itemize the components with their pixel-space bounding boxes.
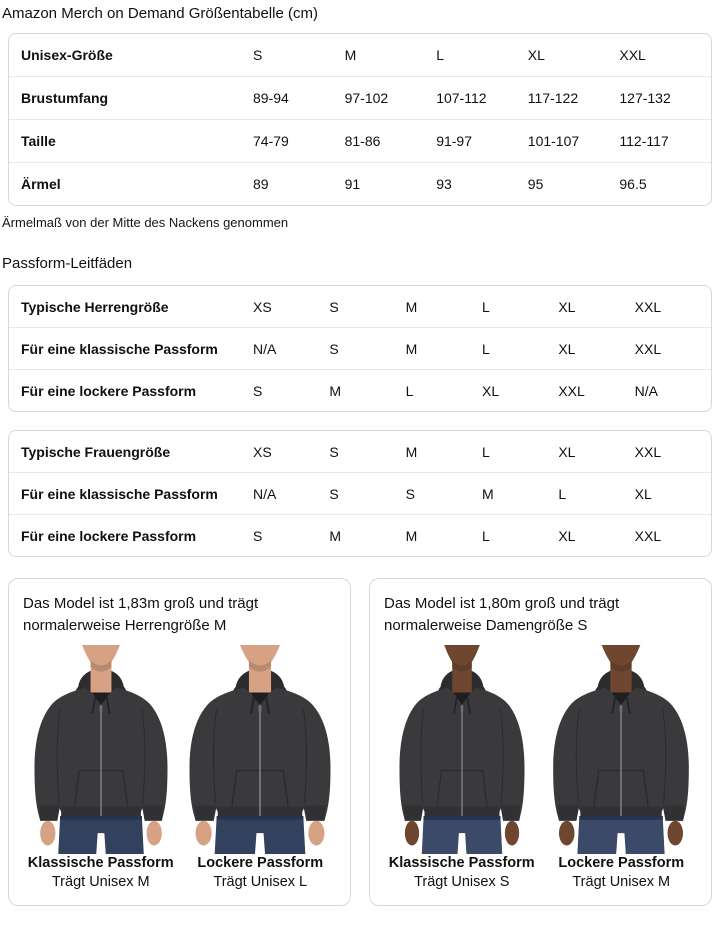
size-cell: L xyxy=(482,514,558,556)
size-cell: XL xyxy=(558,443,576,460)
fit-guides-heading: Passform-Leitfäden xyxy=(2,255,133,272)
size-cell: 97-102 xyxy=(345,76,437,119)
model-description: Das Model ist 1,83m groß und trägt normalerweise Herrengröße M xyxy=(23,595,259,634)
worn-size-label: Trägt Unisex M xyxy=(572,874,671,891)
table-row xyxy=(9,472,711,514)
table-row xyxy=(9,162,711,205)
size-cell: M xyxy=(405,298,418,315)
size-cell: S xyxy=(329,327,405,369)
size-cell: XXL xyxy=(634,443,662,460)
worn-size-label: Trägt Unisex L xyxy=(213,874,308,891)
row-label: Typische Frauengröße xyxy=(21,443,171,460)
size-cell: S xyxy=(253,47,263,63)
size-cell: 91-97 xyxy=(436,119,528,162)
female-loose-fit-model xyxy=(542,645,702,893)
mens-fit-table xyxy=(8,285,712,412)
male-model-card xyxy=(8,578,351,906)
model-cards xyxy=(8,578,712,906)
row-label: Taille xyxy=(9,119,253,162)
female-classic-model-photo xyxy=(386,645,538,854)
row-label: Unisex-Größe xyxy=(21,47,113,63)
row-label: Typische Herrengröße xyxy=(21,298,169,315)
size-cell: 96.5 xyxy=(619,162,711,205)
size-cell: M xyxy=(344,47,357,63)
size-cell: S xyxy=(406,472,482,514)
size-cell: S xyxy=(329,472,405,514)
size-cell: XXL xyxy=(635,514,711,556)
fit-label: Lockere Passform xyxy=(558,854,685,871)
female-loose-model-photo xyxy=(545,645,697,854)
size-cell: L xyxy=(482,327,558,369)
size-cell: L xyxy=(481,443,490,460)
size-cell: XXL xyxy=(619,47,646,63)
size-cell: 81-86 xyxy=(345,119,437,162)
size-cell: M xyxy=(406,514,482,556)
male-loose-fit-model xyxy=(181,645,341,893)
table-row xyxy=(9,327,711,369)
size-cell: 91 xyxy=(345,162,437,205)
size-cell: XXL xyxy=(635,327,711,369)
size-cell: S xyxy=(253,369,329,411)
fit-label: Lockere Passform xyxy=(197,854,324,871)
table-row xyxy=(9,514,711,556)
size-cell: L xyxy=(406,369,482,411)
size-cell: L xyxy=(436,47,444,63)
womens-fit-table xyxy=(8,430,712,557)
table-row xyxy=(9,431,711,472)
male-classic-fit-model xyxy=(21,645,181,893)
model-description: Das Model ist 1,80m groß und trägt normalerweise Damengröße S xyxy=(384,595,620,634)
size-cell: 101-107 xyxy=(528,119,620,162)
size-cell: M xyxy=(482,472,558,514)
size-cell: L xyxy=(481,298,490,315)
size-cell: XL xyxy=(558,514,634,556)
size-cell: XXL xyxy=(558,369,634,411)
size-cell: N/A xyxy=(635,369,711,411)
size-cell: 89-94 xyxy=(253,76,345,119)
size-cell: M xyxy=(329,369,405,411)
size-cell: XS xyxy=(253,298,272,315)
row-label: Für eine lockere Passform xyxy=(9,514,253,556)
size-cell: S xyxy=(253,514,329,556)
size-cell: L xyxy=(558,472,634,514)
size-cell: 127-132 xyxy=(619,76,711,119)
sleeve-measure-note: Ärmelmaß von der Mitte des Nackens genommen xyxy=(2,215,289,230)
row-label: Ärmel xyxy=(9,162,253,205)
row-label: Für eine lockere Passform xyxy=(9,369,253,411)
size-cell: M xyxy=(329,514,405,556)
size-cell: 93 xyxy=(436,162,528,205)
worn-size-label: Trägt Unisex M xyxy=(51,874,150,891)
size-cell: 89 xyxy=(253,162,345,205)
male-classic-model-photo xyxy=(25,645,177,854)
size-cell: M xyxy=(405,443,418,460)
size-cell: XXL xyxy=(634,298,662,315)
size-cell: M xyxy=(406,327,482,369)
size-cell: N/A xyxy=(253,327,329,369)
table-row xyxy=(9,34,711,76)
size-cell: XL xyxy=(635,472,711,514)
worn-size-label: Trägt Unisex S xyxy=(414,874,510,891)
page-title: Amazon Merch on Demand Größentabelle (cm) xyxy=(2,5,318,22)
size-cell: 107-112 xyxy=(436,76,528,119)
size-cell: XL xyxy=(558,327,634,369)
size-cell: XL xyxy=(527,47,545,63)
size-cell: S xyxy=(329,298,339,315)
size-cell: S xyxy=(329,443,339,460)
size-cell: XS xyxy=(253,443,272,460)
measurement-table xyxy=(8,33,712,206)
table-row xyxy=(9,369,711,411)
size-cell: 112-117 xyxy=(619,119,711,162)
size-cell: N/A xyxy=(253,472,329,514)
female-model-card xyxy=(369,578,712,906)
size-cell: 95 xyxy=(528,162,620,205)
size-cell: 74-79 xyxy=(253,119,345,162)
row-label: Für eine klassische Passform xyxy=(9,472,253,514)
table-row xyxy=(9,286,711,327)
fit-label: Klassische Passform xyxy=(388,854,535,871)
row-label: Für eine klassische Passform xyxy=(9,327,253,369)
size-cell: XL xyxy=(482,369,558,411)
male-loose-model-photo xyxy=(184,645,336,854)
female-classic-fit-model xyxy=(382,645,542,893)
size-cell: XL xyxy=(558,298,576,315)
table-row xyxy=(9,119,711,162)
fit-label: Klassische Passform xyxy=(27,854,174,871)
table-row xyxy=(9,76,711,119)
row-label: Brustumfang xyxy=(9,76,253,119)
size-cell: 117-122 xyxy=(528,76,620,119)
